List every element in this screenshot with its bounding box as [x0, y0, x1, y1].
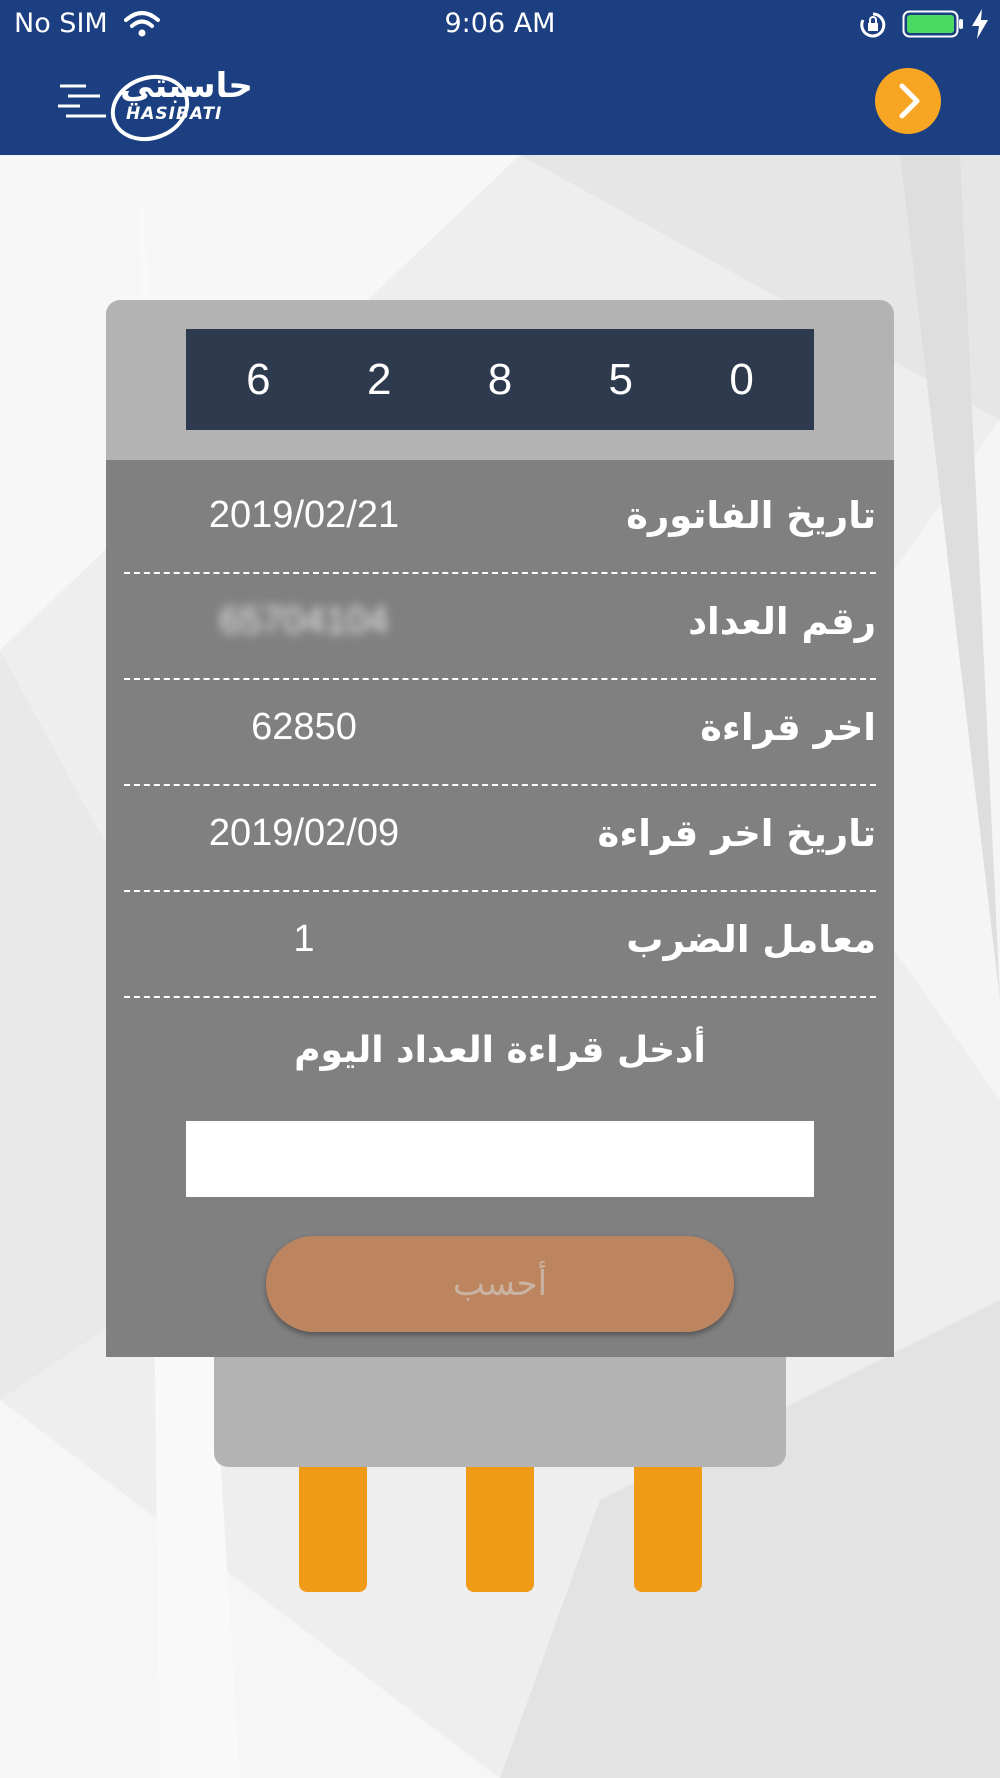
meter-leg: [299, 1467, 367, 1592]
info-value: 65704104: [219, 600, 389, 642]
chevron-right-icon: [875, 68, 941, 134]
charging-icon: [970, 8, 990, 40]
calculate-button[interactable]: أحسب: [266, 1236, 734, 1332]
info-row-multiplier: [124, 884, 876, 988]
info-row-meter-number: [124, 566, 876, 670]
orientation-lock-icon: [859, 11, 887, 39]
meter-digit: 6: [246, 354, 271, 404]
info-row-last-reading-date: [124, 778, 876, 882]
meter-leg: [634, 1467, 702, 1592]
info-label: اخر قراءة: [700, 706, 876, 749]
carrier-label: No SIM: [14, 8, 108, 39]
info-value: 62850: [251, 706, 357, 748]
meter-digit: 0: [729, 354, 754, 404]
meter-digits-display: [186, 329, 814, 430]
today-reading-input[interactable]: [186, 1121, 814, 1197]
info-label: معامل الضرب: [626, 918, 876, 961]
info-value: 2019/02/09: [208, 812, 400, 854]
forward-button[interactable]: [875, 68, 941, 134]
clock-label: 9:06 AM: [444, 8, 556, 39]
meter-leg: [466, 1467, 534, 1592]
meter-info-panel: [106, 460, 894, 1357]
info-value: 1: [293, 918, 315, 960]
app-header: [0, 50, 1000, 155]
info-label: تاريخ الفاتورة: [626, 494, 876, 537]
info-label: تاريخ اخر قراءة: [597, 812, 876, 855]
meter-digit: 8: [487, 354, 513, 404]
info-value: 2019/02/21: [208, 494, 400, 536]
logo-english-text: HASIBATI: [126, 104, 223, 124]
info-row-last-reading: [124, 672, 876, 776]
status-bar: [0, 0, 1000, 50]
hasibati-logo: [58, 58, 253, 144]
meter-digit: 5: [608, 354, 634, 404]
info-row-invoice-date: [124, 460, 876, 564]
reading-prompt: أدخل قراءة العداد اليوم: [294, 1030, 706, 1071]
meter-digit: 2: [366, 354, 392, 404]
battery-icon: [902, 10, 964, 38]
row-divider: [124, 996, 876, 998]
meter-base: [214, 1357, 786, 1467]
info-label: رقم العداد: [688, 600, 876, 643]
logo-arabic-text: حاسبتي: [120, 66, 253, 106]
